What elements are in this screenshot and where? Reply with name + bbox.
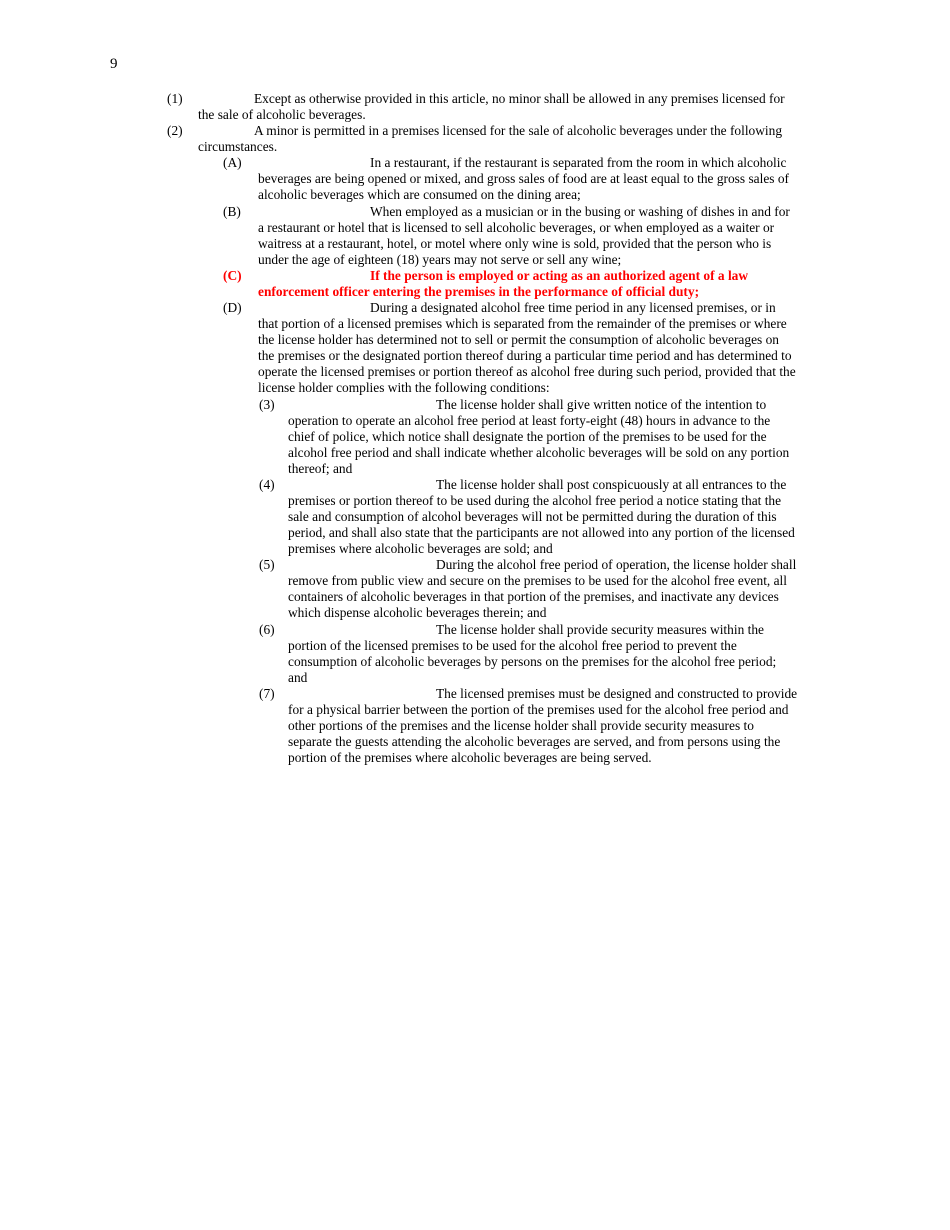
section-1-label: (1)	[167, 91, 183, 106]
condition-4	[259, 477, 798, 557]
condition-6-text: The license holder shall provide security measures within the portion of the licensed premises to be used for the alcohol free period to prevent the consumption of alcoholic beverages by persons on the premises for the alcohol free period; and	[288, 622, 777, 686]
section-d-label: (D)	[223, 300, 242, 315]
section-c-text: If the person is employed or acting as an authorized agent of a law enforcement officer entering the premises in the performance of official duty;	[258, 268, 749, 300]
section-d-text: During a designated alcohol free time period in any licensed premises, or in that portion of a licensed premises which is separated from the remainder of the premises or where the license holder has determined not to sell or permit the consumption of alcoholic beverages on the premises or the designated portion thereof during a particular time period and has determined to operate the licensed premises or portion thereof as alcohol free during such period, provided that the license holder complies with the following conditions:	[258, 300, 796, 396]
section-a	[223, 155, 798, 203]
section-b-label: (B)	[223, 204, 241, 219]
section-b	[223, 204, 798, 268]
condition-4-text: The license holder shall post conspicuously at all entrances to the premises or portion thereof to be used during the alcohol free period a notice stating that the sale and consumption of alcohol beverages will not be permitted during the duration of this period, and shall also state that the participants are not allowed into any portion of the licensed premises where alcoholic beverages are sold; and	[288, 477, 795, 557]
section-a-text: In a restaurant, if the restaurant is separated from the room in which alcoholic beverages are being opened or mixed, and gross sales of food are at least equal to the gross sales of alcoholic beverages which are consumed on the dining area;	[258, 155, 789, 203]
condition-3-text: The license holder shall give written notice of the intention to operation to operate an alcohol free period at least forty-eight (48) hours in advance to the chief of police, which notice shall designate the portion of the premises to be used for the alcohol free period and shall indicate whether alcoholic beverages will be sold on any portion thereof; and	[288, 397, 790, 477]
condition-7	[259, 686, 798, 766]
section-b-text: When employed as a musician or in the busing or washing of dishes in and for a restaurant or hotel that is licensed to sell alcoholic beverages, or when employed as a waiter or waitress at a restaurant, hotel, or motel where only wine is sold, provided that the person who is under the age of eighteen (18) years may not serve or sell any wine;	[258, 204, 790, 268]
condition-6	[259, 622, 798, 686]
section-2-text: A minor is permitted in a premises licensed for the sale of alcoholic beverages under the following circumstances.	[198, 123, 783, 155]
section-a-label: (A)	[223, 155, 242, 170]
section-2-label: (2)	[167, 123, 183, 138]
section-2	[167, 123, 798, 155]
condition-4-label: (4)	[259, 477, 275, 492]
condition-5-text: During the alcohol free period of operation, the license holder shall remove from public view and secure on the premises to be used for the alcohol free event, all containers of alcoholic beverages in that portion of the premises, and inactivate any devices which dispense alcoholic beverages therein; and	[288, 557, 797, 621]
condition-5	[259, 557, 798, 621]
condition-3-label: (3)	[259, 397, 275, 412]
section-1	[167, 91, 798, 123]
section-1-text: Except as otherwise provided in this article, no minor shall be allowed in any premises licensed for the sale of alcoholic beverages.	[198, 91, 785, 123]
condition-3	[259, 397, 798, 477]
condition-5-label: (5)	[259, 557, 275, 572]
section-d	[223, 300, 798, 397]
condition-7-text: The licensed premises must be designed and constructed to provide for a physical barrier between the portion of the premises used for the alcohol free period and other portions of the premises and the license holder shall provide security measures to separate the guests attending the alcoholic beverages are served, and from persons using the portion of the premises where alcoholic beverages are being served.	[288, 686, 798, 766]
section-c-label: (C)	[223, 268, 242, 283]
section-c-highlighted	[223, 268, 798, 300]
condition-6-label: (6)	[259, 622, 275, 637]
page-number: 9	[110, 56, 118, 72]
condition-7-label: (7)	[259, 686, 275, 701]
